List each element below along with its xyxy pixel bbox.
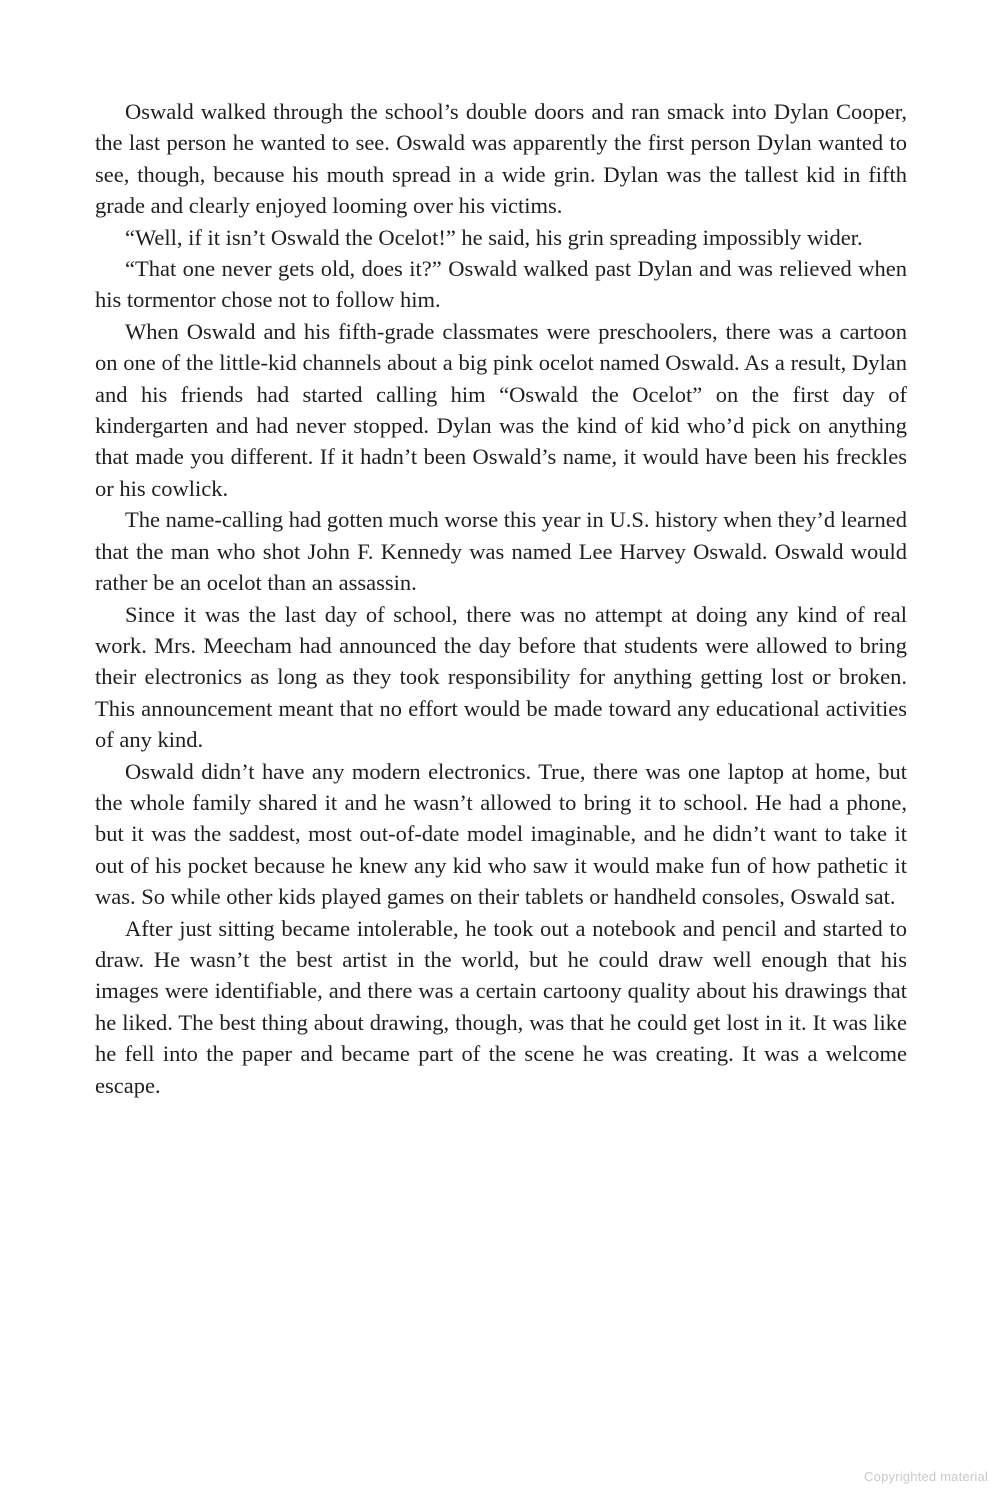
paragraph: Oswald didn’t have any modern electronics. True, there was one laptop at home, but the whole family shared it and he wasn’t allowed to bring it to school. He had a phone, but it was the saddest, most out-of-date model imaginable, and he didn’t want to take it out of his pocket because he knew any kid who saw it would make fun of how pathetic it was. So while other kids played games on their tablets or handheld consoles, Oswald sat. [95,758,907,910]
paragraph: “That one never gets old, does it?” Oswald walked past Dylan and was relieved when his tormentor chose not to follow him. [95,256,907,313]
paragraph: When Oswald and his fifth-grade classmates were preschoolers, there was a cartoon on one of the little-kid channels about a big pink ocelot named Oswald. As a result, Dylan and his friends had started calling him “Oswald the Ocelot” on the first day of kindergarten and had never stopped. Dylan was the kind of kid who’d pick on anything that made you different. If it hadn’t been Oswald’s name, it would have been his freckles or his cowlick. [95,318,907,501]
paragraph: The name-calling had gotten much worse this year in U.S. history when they’d learned that the man who shot John F. Kennedy was named Lee Harvey Oswald. Oswald would rather be an ocelot than an assassin. [95,507,907,596]
paragraph: Since it was the last day of school, there was no attempt at doing any kind of real work. Mrs. Meecham had announced the day before that students were allowed to bring their electronics as long as they took responsibility for anything getting lost or broken. This announcement meant that no effort would be made toward any educational activities of any kind. [95,601,907,753]
paragraph: After just sitting became intolerable, he took out a notebook and pencil and started to draw. He wasn’t the best artist in the world, but he could draw well enough that his images were identifiable, and there was a certain cartoony quality about his drawings that he liked. The best thing about drawing, though, was that he could get lost in it. It was like he fell into the paper and became part of the scene he was creating. It was a welcome escape. [95,915,907,1098]
paragraph: “Well, if it isn’t Oswald the Ocelot!” he said, his grin spreading impossibly wider. [125,224,863,250]
page-text-block [95,96,907,1101]
copyright-notice: Copyrighted material [864,1469,988,1484]
paragraph: Oswald walked through the school’s double doors and ran smack into Dylan Cooper, the last person he wanted to see. Oswald was apparently the first person Dylan wanted to see, though, because his mouth spread in a wide grin. Dylan was the tallest kid in fifth grade and clearly enjoyed looming over his victims. [95,99,907,219]
